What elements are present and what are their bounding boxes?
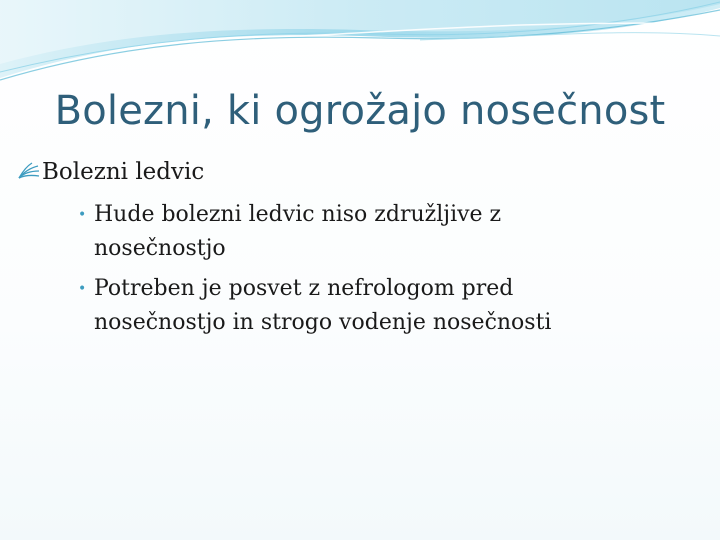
dot-bullet-icon: •: [78, 207, 87, 223]
list-item-text: Hude bolezni ledvic niso združljive z nosečnostjo: [94, 202, 502, 261]
list-item-text: Potreben je posvet z nefrologom pred nosečnostjo in strogo vodenje nosečnosti: [94, 276, 552, 335]
bullet-heading-text: Bolezni ledvic: [42, 159, 205, 185]
dot-bullet-icon: •: [78, 281, 87, 297]
list-item: [14, 198, 614, 266]
list-item: [14, 272, 614, 340]
bullet-heading: [14, 156, 694, 188]
header-wave-decoration: [0, 0, 720, 90]
fan-bullet-icon: [18, 162, 40, 180]
slide-body: [14, 156, 694, 340]
slide-title: Bolezni, ki ogrožajo nosečnost: [54, 88, 666, 134]
